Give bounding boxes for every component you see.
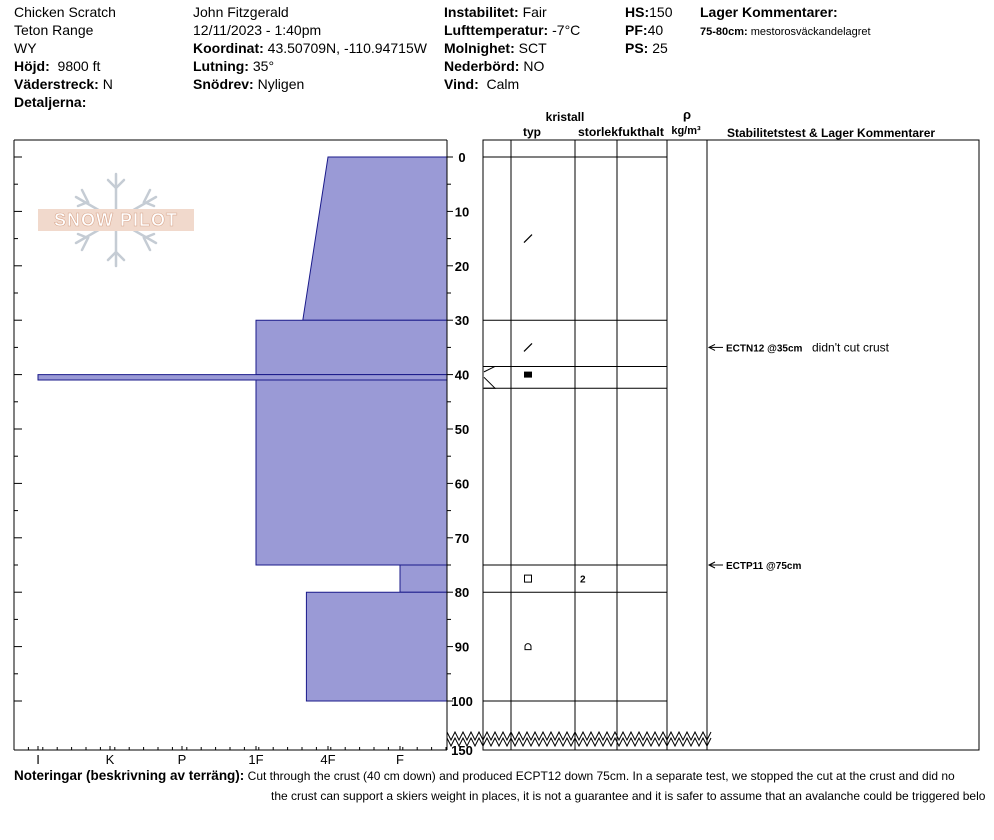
grain-symbol-crust-2 xyxy=(524,372,532,378)
layer-comments-label: Lager Kommentarer: xyxy=(700,4,838,20)
table-frame xyxy=(483,140,979,750)
elevation-value: 9800 ft xyxy=(57,58,101,74)
hardness-layer-3 xyxy=(256,380,447,565)
hardness-layer-0 xyxy=(303,157,447,320)
depth-label-90: 90 xyxy=(454,639,470,655)
grain-symbol-faceted-3 xyxy=(525,575,532,582)
hs-value: 150 xyxy=(649,4,673,20)
details-row: Detaljerna: xyxy=(14,94,87,110)
airtemp-value: -7°C xyxy=(552,22,581,38)
wind-value: Calm xyxy=(486,76,520,92)
depth-label-40: 40 xyxy=(454,367,470,383)
hardness-tick-label-F: F xyxy=(396,752,404,766)
connector-bottom xyxy=(484,377,495,388)
wind-loading-value: Nyligen xyxy=(257,76,305,92)
stability-test-0: ECTN12 @35cm xyxy=(726,343,803,355)
grain-symbol-faceted-rounding-4 xyxy=(525,644,531,650)
hardness-tick-label-P: P xyxy=(177,752,187,766)
hardness-layer-4 xyxy=(400,565,447,592)
hardness-layer-1 xyxy=(256,320,447,374)
coordinate-row: Koordinat: 43.50709N, -110.94715W xyxy=(193,40,427,56)
precip-row: Nederbörd: NO xyxy=(444,58,545,74)
depth-label-10: 10 xyxy=(454,204,470,220)
hardness-tick-label-1F: 1F xyxy=(248,752,264,766)
layer-comment-text: mestorosväckandelagret xyxy=(750,26,871,38)
range-name: Teton Range xyxy=(14,22,94,38)
stability-test-1: ECTP11 @75cm xyxy=(726,561,802,572)
grain-symbol-decomposing-0 xyxy=(524,235,532,243)
header-stability: Stabilitetstest & Lager Kommentarer xyxy=(727,126,936,140)
sky-row: Molnighet: SCT xyxy=(444,40,547,56)
location-name: Chicken Scratch xyxy=(14,4,116,20)
slope-value: 35° xyxy=(252,58,275,74)
grain-symbol-decomposing-1 xyxy=(524,343,532,351)
depth-label-100: 100 xyxy=(451,694,473,709)
header-size: storlek xyxy=(578,125,619,139)
aspect-value: N xyxy=(102,76,113,92)
header-rho: ρ xyxy=(682,107,692,122)
header-moisture: fukthalt xyxy=(618,125,664,139)
header-density-unit: kg/m³ xyxy=(671,125,701,137)
header-type: typ xyxy=(523,125,541,139)
grain-size-3: 2 xyxy=(580,574,586,586)
header-crystal: kristall xyxy=(545,110,585,124)
ps-row: PS: 25 xyxy=(625,40,668,56)
sky-value: SCT xyxy=(518,40,547,56)
observer-name: John Fitzgerald xyxy=(193,4,289,20)
instability-row: Instabilitet: Fair xyxy=(444,4,547,20)
aspect-row: Väderstreck: N xyxy=(14,76,113,92)
notes-line-1: Cut through the crust (40 cm down) and produced ECPT12 down 75cm. In a separate test, we stopped the cut at the crust and did no xyxy=(247,769,955,783)
instability-value: Fair xyxy=(522,4,547,20)
state-name: WY xyxy=(14,40,37,56)
notes-line-2: the crust can support a skiers weight in places, it is not a guarantee and it is safer to assume that an avalanche could be triggered belo xyxy=(271,789,986,803)
depth-label-80: 80 xyxy=(454,585,470,601)
connector-top xyxy=(484,366,495,371)
layer-comment-range: 75-80cm: xyxy=(700,26,748,38)
hardness-tick-label-I: I xyxy=(36,752,40,766)
depth-label-0: 0 xyxy=(458,150,466,165)
stability-comment-0: didn't cut crust xyxy=(812,340,889,355)
depth-label-50: 50 xyxy=(454,422,470,437)
wind-row: Vind: Calm xyxy=(444,76,520,92)
coordinate-value: 43.50709N, -110.94715W xyxy=(267,40,427,56)
hs-row: HS:150 xyxy=(625,4,673,20)
pf-row: PF:40 xyxy=(625,22,664,38)
notes-section xyxy=(14,766,994,806)
slope-row: Lutning: 35° xyxy=(193,58,275,74)
depth-label-60: 60 xyxy=(454,476,470,492)
depth-label-150: 150 xyxy=(451,743,473,758)
hardness-layer-2 xyxy=(38,375,447,380)
depth-label-70: 70 xyxy=(454,530,470,546)
date-time: 12/11/2023 - 1:40pm xyxy=(193,22,322,38)
precip-value: NO xyxy=(523,58,545,74)
elevation-row: Höjd: 9800 ft xyxy=(14,58,101,74)
logo-wordmark: SNOW PILOT xyxy=(38,209,194,231)
hardness-tick-label-K: K xyxy=(105,752,115,766)
pf-value: 40 xyxy=(647,22,664,38)
ps-value: 25 xyxy=(652,40,668,56)
hardness-tick-label-4F: 4F xyxy=(320,752,336,766)
wind-loading-row: Snödrev: Nyligen xyxy=(193,76,305,92)
airtemp-row: Lufttemperatur: -7°C xyxy=(444,22,581,38)
hardness-layer-5 xyxy=(306,592,447,701)
depth-label-20: 20 xyxy=(454,258,470,274)
notes-label: Noteringar (beskrivning av terräng): xyxy=(14,768,245,783)
depth-label-30: 30 xyxy=(454,313,470,329)
